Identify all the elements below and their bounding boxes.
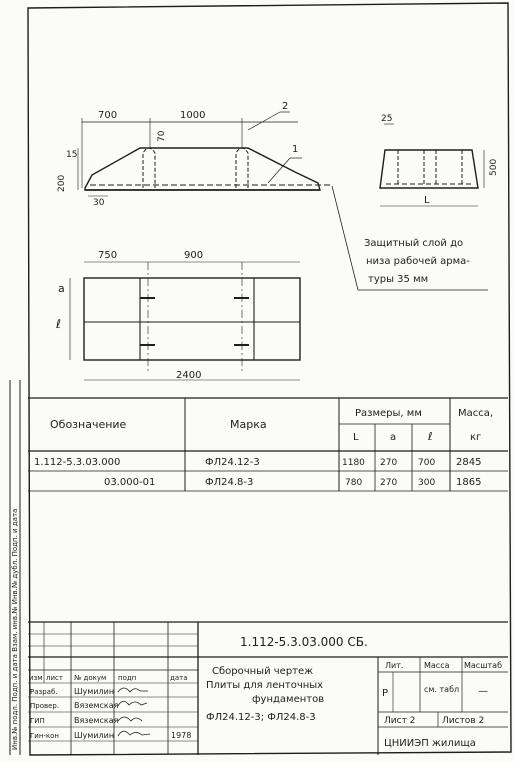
- tb-name-2: Вяземская: [74, 716, 119, 725]
- dim-750: 750: [98, 250, 118, 261]
- row2-designation: 03.000-01: [104, 477, 156, 488]
- title-line-4: ФЛ24.12-3; ФЛ24.8-3: [206, 712, 316, 723]
- header-col-a: a: [390, 432, 397, 443]
- signature-2: [118, 701, 147, 706]
- tb-role-2: ГИП: [30, 717, 45, 725]
- tb-role-1: Провер.: [30, 702, 60, 710]
- signature-4: [118, 731, 150, 736]
- header-col-L: L: [353, 432, 359, 443]
- tb-head-ndoc: № докум: [74, 674, 107, 682]
- tb-role-3: Гин-кон: [30, 732, 60, 740]
- row1-L: 1180: [342, 458, 365, 468]
- note-line-3: туры 35 мм: [368, 274, 429, 285]
- section-outline: [380, 150, 478, 188]
- row2-L: 780: [345, 478, 363, 488]
- tb-head-list: лист: [46, 674, 63, 682]
- elevation-outline: [85, 148, 320, 190]
- row1-mark: ФЛ24.12-3: [205, 457, 260, 468]
- header-dims: Размеры, мм: [355, 408, 422, 419]
- callout-leader-1: [268, 158, 290, 183]
- dim-70: 70: [157, 130, 167, 142]
- row1-mass: 2845: [456, 457, 482, 468]
- dim-15: 15: [66, 150, 78, 160]
- dim-500: 500: [489, 158, 499, 176]
- header-designation: Обозначение: [50, 418, 127, 431]
- note-line-2: низа рабочей арма-: [366, 256, 470, 267]
- tb-role-0: Разраб.: [30, 688, 58, 696]
- tb-masshtab-label: Масштаб: [464, 661, 503, 670]
- tb-name-3: Шумилин: [74, 731, 115, 740]
- row1-a: 270: [380, 458, 398, 468]
- dim-a: a: [58, 282, 65, 295]
- tb-massa-value: см. табл: [424, 685, 460, 694]
- tb-head-izm: изм: [29, 674, 43, 682]
- note-leader: [332, 186, 358, 290]
- tb-lit-label: Лит.: [385, 661, 404, 670]
- row2-a: 270: [380, 478, 398, 488]
- dim-L: L: [424, 195, 430, 206]
- tb-year: 1978: [171, 731, 192, 740]
- header-col-l: ℓ: [428, 430, 433, 443]
- callout-leader-2: [248, 112, 280, 130]
- dim-25: 25: [381, 114, 393, 124]
- title-line-1: Сборочный чертеж: [212, 666, 314, 677]
- title-line-3: фундаментов: [252, 694, 325, 705]
- signature-1: [118, 688, 148, 692]
- title-line-2: Плиты для ленточных: [206, 680, 324, 691]
- callout-2: 2: [282, 101, 289, 112]
- spec-table: [28, 398, 508, 491]
- dim-l: ℓ: [56, 317, 61, 331]
- dim-200: 200: [57, 174, 67, 192]
- dim-900: 900: [184, 250, 204, 261]
- tb-masshtab-value: —: [478, 686, 488, 697]
- signature-3: [118, 717, 142, 721]
- dim-700: 700: [98, 110, 118, 121]
- plan-outline: [84, 278, 300, 360]
- tb-org: ЦНИИЭП жилища: [384, 738, 476, 749]
- header-mass-unit: кг: [470, 432, 482, 443]
- plan-view: [55, 250, 300, 381]
- dim-1000: 1000: [180, 110, 206, 121]
- section-view: [380, 114, 499, 206]
- row1-l: 700: [418, 458, 436, 468]
- lifting-loop-right: [236, 148, 248, 188]
- header-mass: Масса,: [458, 408, 494, 419]
- tb-sheet: Лист 2: [384, 716, 416, 726]
- doc-number: 1.112-5.3.03.000 СБ.: [240, 635, 368, 649]
- row1-designation: 1.112-5.3.03.000: [34, 457, 121, 468]
- tb-name-0: Шумилин: [74, 687, 115, 696]
- tb-lit-value: Р: [382, 688, 389, 699]
- row2-mark: ФЛ24.8-3: [205, 477, 254, 488]
- row2-mass: 1865: [456, 477, 482, 488]
- dim-30: 30: [93, 198, 105, 208]
- dim-2400: 2400: [176, 370, 202, 381]
- lifting-loop-left: [143, 148, 155, 188]
- title-block: [28, 622, 508, 755]
- callout-1: 1: [292, 144, 299, 155]
- note-line-1: Защитный слой до: [364, 238, 464, 249]
- tb-head-data: дата: [170, 674, 188, 682]
- tb-name-1: Вяземская: [74, 701, 119, 710]
- row2-l: 300: [418, 478, 436, 488]
- tb-sheets: Листов 2: [442, 716, 485, 726]
- side-stamp-text: Инв.№ подл. Подп. и дата Взам. инв.№ Инв.№ дубл. Подп. и дата: [11, 508, 19, 750]
- tb-head-podp: подп: [118, 674, 137, 682]
- tb-massa-label: Масса: [424, 661, 450, 670]
- header-mark: Марка: [230, 418, 267, 431]
